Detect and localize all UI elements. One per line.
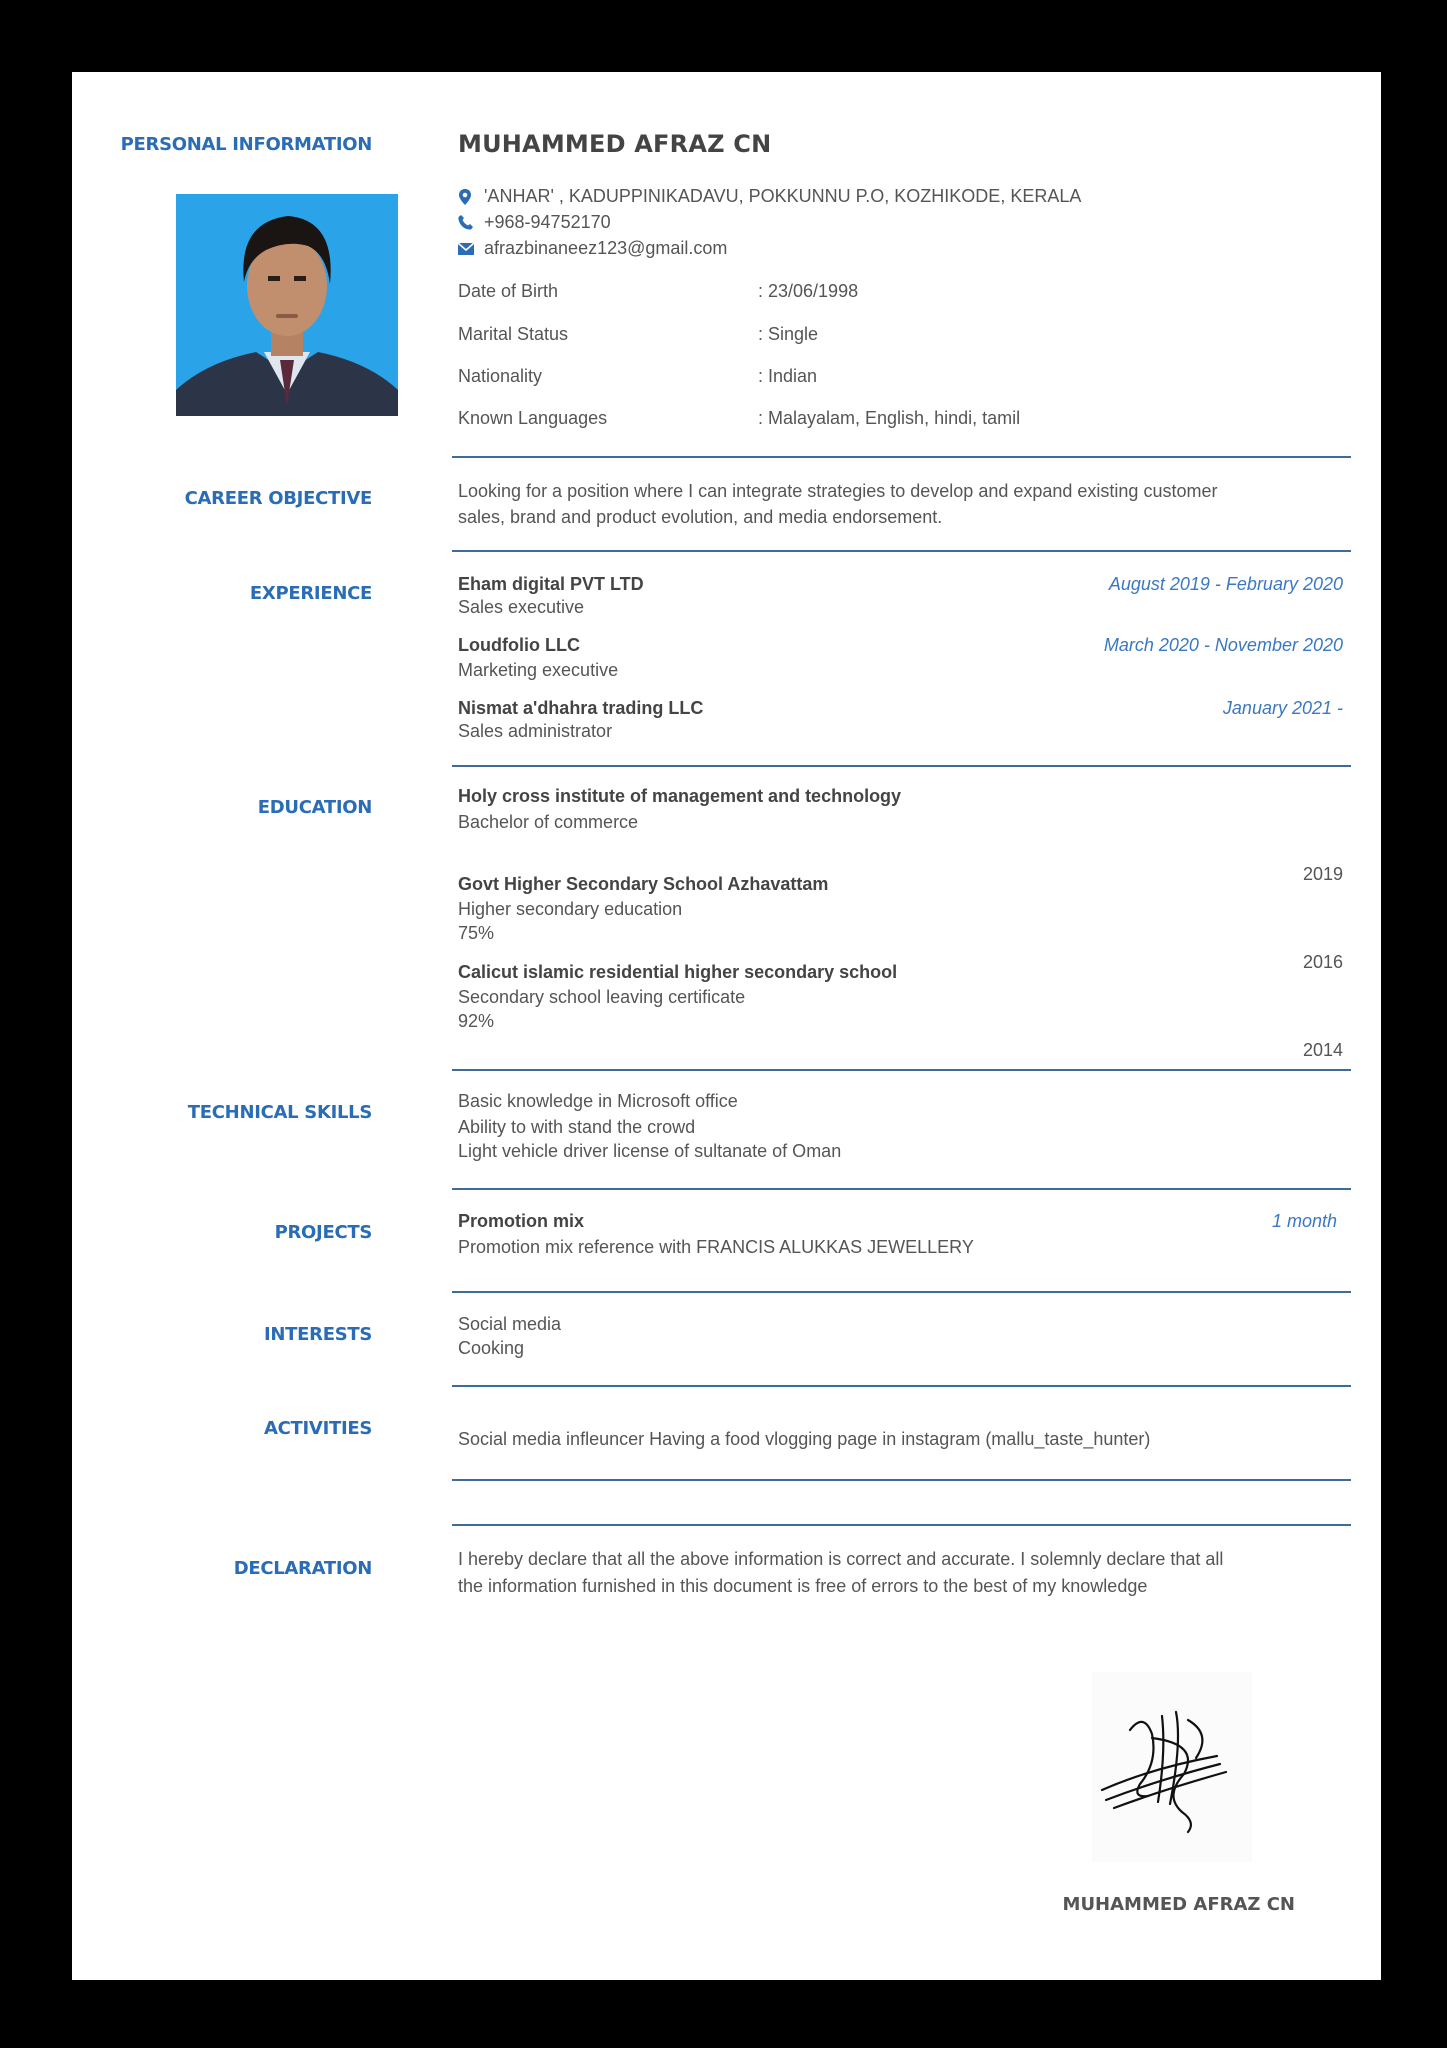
dob-value: : 23/06/1998 bbox=[758, 281, 859, 301]
phone-icon bbox=[458, 215, 484, 230]
signature-name: MUHAMMED AFRAZ CN bbox=[1062, 1894, 1295, 1915]
signature-area bbox=[1092, 1672, 1252, 1862]
project-description: Promotion mix reference with FRANCIS ALUKKAS JEWELLERY bbox=[458, 1237, 974, 1257]
education-school-1: Holy cross institute of management and technology bbox=[458, 786, 902, 806]
education-school-2: Govt Higher Secondary School Azhavattam bbox=[458, 874, 829, 894]
section-label-education: EDUCATION bbox=[257, 797, 372, 818]
interest-item-2: Cooking bbox=[458, 1338, 525, 1358]
person-photo-icon bbox=[176, 194, 398, 416]
nationality-value: : Indian bbox=[758, 366, 818, 386]
skill-item-2: Ability to with stand the crowd bbox=[458, 1117, 696, 1137]
experience-role-2: Marketing executive bbox=[458, 660, 619, 680]
objective-line-1: Looking for a position where I can integrate strategies to develop and expand existing customer bbox=[458, 481, 1218, 501]
education-school-3: Calicut islamic residential higher secondary school bbox=[458, 962, 898, 982]
education-year-3: 2014 bbox=[1302, 1040, 1343, 1060]
skill-item-3: Light vehicle driver license of sultanate of Oman bbox=[458, 1141, 842, 1161]
location-pin-icon bbox=[458, 189, 484, 205]
education-course-2: Higher secondary education bbox=[458, 899, 683, 919]
address-line bbox=[458, 186, 1081, 207]
email-line bbox=[458, 238, 727, 259]
profile-photo bbox=[176, 194, 398, 416]
phone-line bbox=[458, 212, 611, 233]
project-title: Promotion mix bbox=[458, 1211, 585, 1231]
section-label-experience: EXPERIENCE bbox=[249, 583, 372, 604]
education-course-3: Secondary school leaving certificate bbox=[458, 987, 746, 1007]
objective-line-2: sales, brand and product evolution, and media endorsement. bbox=[458, 507, 943, 527]
experience-period-1: August 2019 - February 2020 bbox=[1108, 574, 1343, 594]
divider bbox=[452, 1291, 1351, 1293]
divider bbox=[452, 456, 1351, 458]
experience-role-1: Sales executive bbox=[458, 597, 585, 617]
marital-value: : Single bbox=[758, 324, 819, 344]
experience-role-3: Sales administrator bbox=[458, 721, 613, 741]
phone-text[interactable]: +968-94752170 bbox=[484, 212, 611, 232]
education-year-1: 2019 bbox=[1302, 864, 1343, 884]
languages-value: : Malayalam, English, hindi, tamil bbox=[758, 408, 1021, 428]
divider bbox=[452, 765, 1351, 767]
email-text[interactable]: afrazbinaneez123@gmail.com bbox=[484, 238, 728, 258]
education-score-2: 75% bbox=[458, 923, 495, 943]
education-score-3: 92% bbox=[458, 1011, 495, 1031]
experience-company-2: Loudfolio LLC bbox=[458, 635, 580, 655]
section-label-declaration: DECLARATION bbox=[233, 1558, 372, 1579]
education-year-2: 2016 bbox=[1302, 952, 1343, 972]
section-label-objective: CAREER OBJECTIVE bbox=[184, 488, 372, 509]
declaration-line-1: I hereby declare that all the above information is correct and accurate. I solemnly declare that all bbox=[458, 1549, 1224, 1569]
marital-label: Marital Status bbox=[458, 324, 569, 344]
section-label-interests: INTERESTS bbox=[264, 1324, 372, 1345]
interest-item-1: Social media bbox=[458, 1314, 562, 1334]
languages-label: Known Languages bbox=[458, 408, 608, 428]
activities-text: Social media infleuncer Having a food vlogging page in instagram (mallu_taste_hunter) bbox=[458, 1429, 1151, 1449]
divider bbox=[452, 1524, 1351, 1526]
divider bbox=[452, 1069, 1351, 1071]
divider bbox=[452, 1479, 1351, 1481]
experience-period-2: March 2020 - November 2020 bbox=[1103, 635, 1343, 655]
nationality-label: Nationality bbox=[458, 366, 543, 386]
address-text: 'ANHAR' , KADUPPINIKADAVU, POKKUNNU P.O, KOZHIKODE, KERALA bbox=[484, 186, 1082, 206]
declaration-line-2: the information furnished in this document is free of errors to the best of my knowledge bbox=[458, 1576, 1148, 1596]
section-label-skills: TECHNICAL SKILLS bbox=[187, 1102, 372, 1123]
project-duration: 1 month bbox=[1271, 1211, 1337, 1231]
education-course-1: Bachelor of commerce bbox=[458, 812, 639, 832]
experience-company-1: Eham digital PVT LTD bbox=[458, 574, 644, 594]
section-label-projects: PROJECTS bbox=[274, 1222, 372, 1243]
divider bbox=[452, 1188, 1351, 1190]
divider bbox=[452, 1385, 1351, 1387]
experience-company-3: Nismat a'dhahra trading LLC bbox=[458, 698, 704, 718]
email-icon bbox=[458, 243, 484, 255]
full-name: MUHAMMED AFRAZ CN bbox=[458, 130, 772, 158]
experience-period-3: January 2021 - bbox=[1222, 698, 1343, 718]
divider bbox=[452, 550, 1351, 552]
section-label-personal: PERSONAL INFORMATION bbox=[120, 134, 372, 155]
signature-scribble-icon bbox=[1092, 1672, 1252, 1862]
skill-item-1: Basic knowledge in Microsoft office bbox=[458, 1091, 738, 1111]
resume-page bbox=[72, 72, 1381, 1980]
dob-label: Date of Birth bbox=[458, 281, 559, 301]
section-label-activities: ACTIVITIES bbox=[264, 1418, 372, 1439]
